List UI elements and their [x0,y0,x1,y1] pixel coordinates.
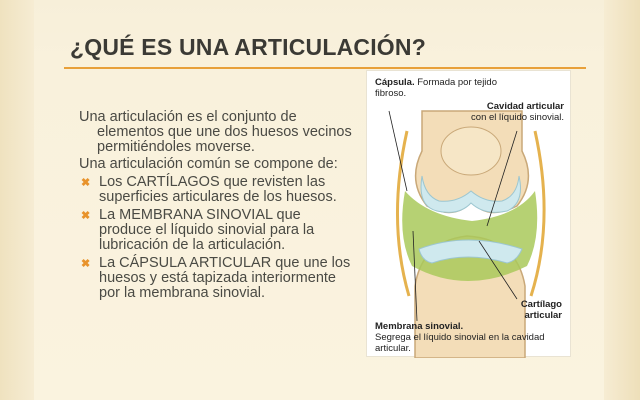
orange-x-bullet-icon: ✖ [81,210,91,222]
bullet-text-cartilagos: Los CARTÍLAGOS que revisten las superficies articulares de los huesos. [99,174,337,205]
label-cartilago-articular: Cartílago articular [520,299,562,321]
list-item [79,256,354,301]
title-underline [64,67,586,69]
right-decorative-band [604,0,640,400]
patella [441,127,501,175]
list-item [79,208,354,253]
label-capsula: Cápsula. Formada por tejido fibroso. [375,77,497,99]
slide-title: ¿QUÉ ES UNA ARTICULACIÓN? [70,34,426,60]
label-cavidad-articular: Cavidad articular con el líquido sinovial. [471,101,564,123]
bullet-text-membrana: La MEMBRANA SINOVIAL que produce el líquido sinovial para la lubricación de la articulación. [99,207,315,253]
components-list [79,175,354,301]
knee-joint-diagram [366,70,571,357]
bullet-text-capsula: La CÁPSULA ARTICULAR que une los huesos y está tapizada interiormente por la membrana sinovial. [99,255,351,301]
list-item [79,175,354,205]
slide-body [79,110,354,301]
components-paragraph: Una articulación común se compone de: [79,156,338,172]
orange-x-bullet-icon: ✖ [81,258,91,270]
orange-x-bullet-icon: ✖ [81,177,91,189]
label-membrana-sinovial: Membrana sinovial. Segrega el líquido sinovial en la cavidad articular. [375,321,545,354]
left-decorative-band [0,0,34,400]
intro-paragraph: Una articulación es el conjunto de elementos que une dos huesos vecinos permitiéndoles moverse. [79,109,352,155]
